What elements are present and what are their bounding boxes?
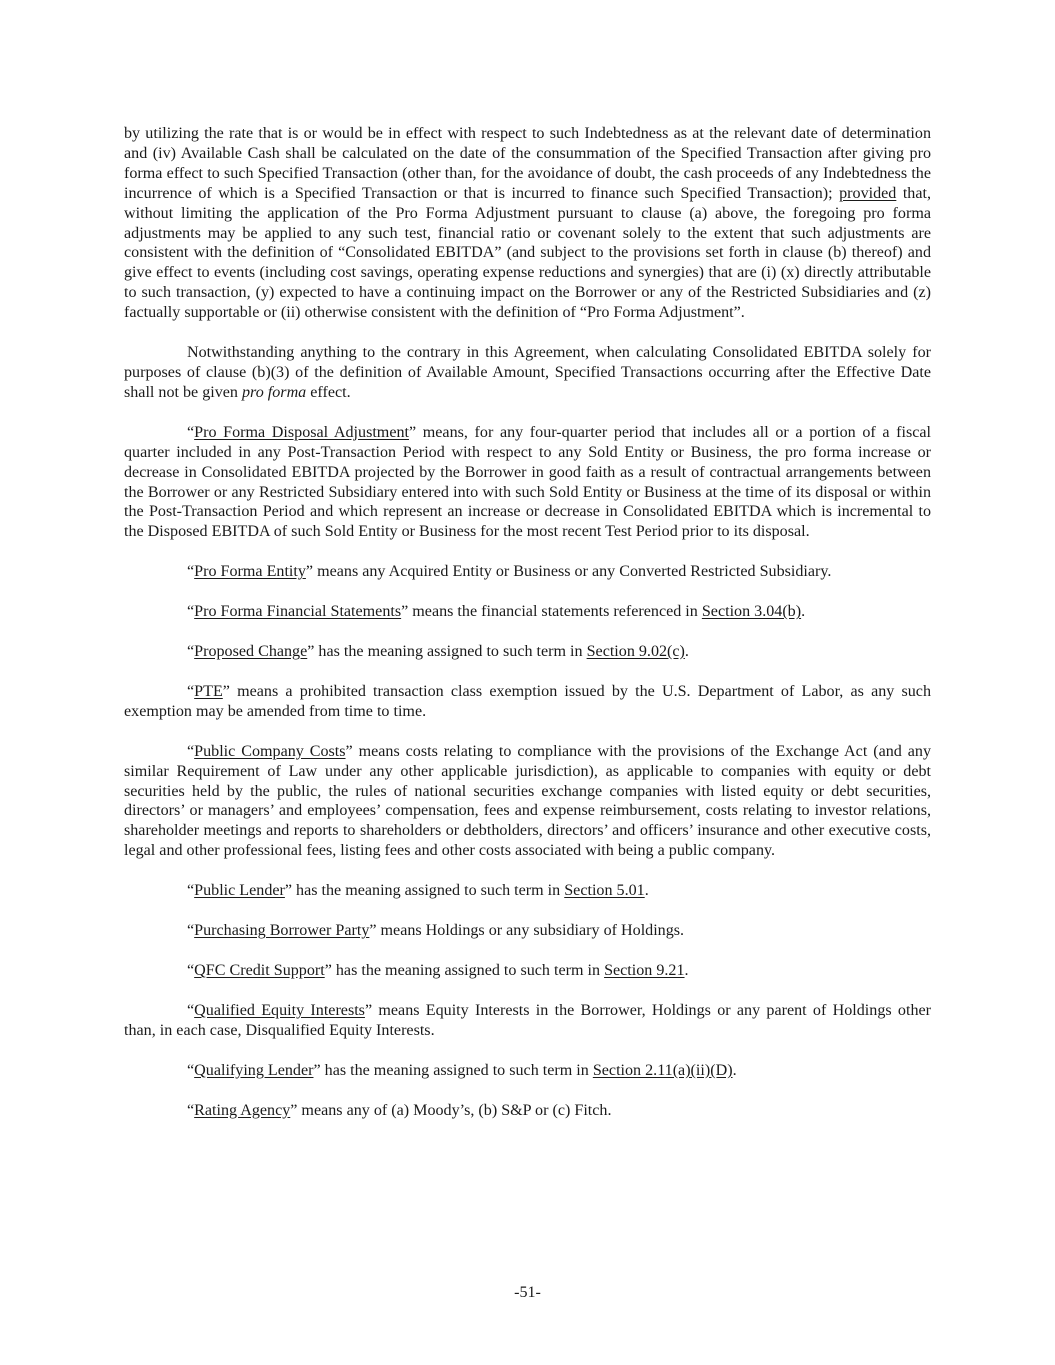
defined-term: Public Company Costs — [194, 742, 346, 760]
definition-qualifying-lender: “Qualifying Lender” has the meaning assigned to such term in Section 2.11(a)(ii)(D). — [187, 1061, 737, 1079]
defined-term: QFC Credit Support — [194, 962, 325, 979]
provided-term: provided — [839, 184, 897, 202]
section-reference: Section 2.11(a)(ii)(D) — [592, 1061, 733, 1079]
pro-forma-italic: pro forma — [242, 383, 307, 401]
defined-term: Rating Agency — [194, 1101, 291, 1119]
definition-pro-forma-financial-statements: “Pro Forma Financial Statements” means the financial statements referenced in Section 3.04(b). — [187, 603, 806, 621]
definition-proposed-change: “Proposed Change” has the meaning assigned to such term in Section 9.02(c). — [187, 643, 689, 661]
section-reference: Section 3.04(b) — [701, 603, 802, 621]
defined-term: Public Lender — [194, 882, 285, 900]
document-body — [124, 124, 931, 1121]
defined-term: Qualified Equity Interests — [194, 1001, 365, 1019]
page-number: -51- — [514, 1284, 541, 1301]
paragraph-notwithstanding: Notwithstanding anything to the contrary in this Agreement, when calculating Consolidated EBITDA solely for purposes of clause (b)(3) of the definition of Available Amount, Specified Transactions occurring after the Effective Date shall not be given pro forma effect. — [124, 344, 931, 401]
definition-pro-forma-entity: “Pro Forma Entity” means any Acquired Entity or Business or any Converted Restricted Subsidiary. — [187, 563, 832, 581]
section-reference: Section 5.01 — [564, 882, 645, 900]
defined-term: Pro Forma Disposal Adjustment — [194, 423, 409, 441]
defined-term: Proposed Change — [194, 643, 308, 661]
defined-term: Pro Forma Financial Statements — [194, 603, 402, 621]
paragraph-pro-forma-continuation: by utilizing the rate that is or would be in effect with respect to such Indebtedness as at the relevant date of determination and (iv) Available Cash shall be calculated on the date of the consummation of the Specified Transaction after giving pro forma effect to such Specified Transaction (other than, for the avoidance of doubt, the cash proceeds of any Indebtedness the incurrence of which is a Specified Transaction or that is incurred to finance such Specified Transaction); provided that, without limiting the application of the Pro Forma Adjustment pursuant to clause (a) above, the foregoing pro forma adjustments may be applied to any such test, financial ratio or covenant solely to the extent that such adjustments are consistent with the definition of “Consolidated EBITDA” (and subject to the provisions set forth in clause (b) thereof) and give effect to events (including cost savings, operating expense reductions and synergies) that are (i) (x) directly attributable to such transaction, (y) expected to have a continuing impact on the Borrower or any of the Restricted Subsidiaries and (z) factually supportable or (ii) otherwise consistent with the definition of “Pro Forma Adjustment”. — [124, 125, 931, 322]
defined-term: Purchasing Borrower Party — [194, 922, 370, 940]
definition-rating-agency: “Rating Agency” means any of (a) Moody’s, (b) S&P or (c) Fitch. — [187, 1101, 612, 1119]
definition-purchasing-borrower-party: “Purchasing Borrower Party” means Holdings or any subsidiary of Holdings. — [187, 922, 685, 940]
definition-qualified-equity-interests: “Qualified Equity Interests” means Equity Interests in the Borrower, Holdings or any parent of Holdings other than, in each case, Disqualified Equity Interests. — [124, 1001, 931, 1039]
definition-public-company-costs: “Public Company Costs” means costs relating to compliance with the provisions of the Exchange Act (and any similar Requirement of Law under any other applicable jurisdiction), as applicable to companies with equity or debt securities held by the public, the rules of national securities exchange companies with listed equity or debt securities, directors’ or managers’ and employees’ compensation, fees and expense reimbursement, costs relating to investor relations, shareholder meetings and reports to shareholders or debtholders, directors’ and officers’ insurance and other executive costs, legal and other professional fees, listing fees and other costs associated with being a public company. — [124, 742, 931, 860]
defined-term: Pro Forma Entity — [194, 563, 306, 581]
section-reference: Section 9.02(c) — [586, 643, 685, 661]
section-reference: Section 9.21 — [604, 962, 685, 979]
definition-pro-forma-disposal-adjustment: “Pro Forma Disposal Adjustment” means, for any four-quarter period that includes all or a portion of a fiscal quarter included in any Post-Transaction Period with respect to any Sold Entity or Business, the pro forma increase or decrease in Consolidated EBITDA projected by the Borrower in good faith as a result of contractual arrangements between the Borrower or any Restricted Subsidiary entered into with such Sold Entity or Business at the time of its disposal or within the Post-Transaction Period and which represent an increase or decrease in Consolidated EBITDA which is incremental to the Disposed EBITDA of such Sold Entity or Business for the most recent Test Period prior to its disposal. — [124, 423, 931, 541]
defined-term: PTE — [194, 682, 223, 700]
definition-qfc-credit-support: “QFC Credit Support” has the meaning assigned to such term in Section 9.21. — [187, 962, 689, 979]
defined-term: Qualifying Lender — [194, 1061, 314, 1079]
definition-public-lender: “Public Lender” has the meaning assigned to such term in Section 5.01. — [187, 882, 649, 900]
definition-pte: “PTE” means a prohibited transaction class exemption issued by the U.S. Department of Labor, as any such exemption may be amended from time to time. — [124, 682, 931, 720]
